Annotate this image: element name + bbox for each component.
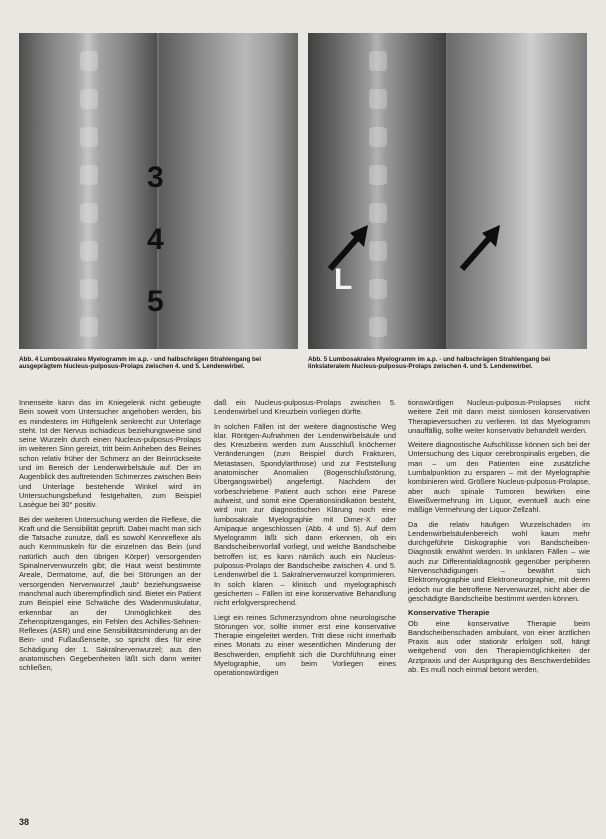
vertebra-shadow [80, 127, 98, 147]
paragraph: Liegt ein reines Schmerzsyndrom ohne neurologische Störungen vor, sollte immer erst eine konservative Therapie eingeleitet werden. Tritt diese nicht innerhalb eines Monats zu einer wesentlichen Minderung der Beschwerden, empfiehlt sich die Durchführung einer Myelographie, um beim Vorliegen eines operationswürdigen [214, 612, 396, 678]
paragraph: Innenseite kann das im Kniegelenk nicht gebeugte Bein soweit vom Untersucher angehoben werden, bis es mindestens im Hüftgelenk senkrecht zur Unterlage steht. Ist der Nervus ischiadicus beziehungsweise sind seine Wurzeln durch einen Nucleus-pulposus-Prolaps im weiteren Sinn gereizt, tritt beim Anheben des Beines schon relativ früher der Schmerz an der Beinrückseite und im Bereich der Lendenwirbelsäule auf. Der im Augenblick des auftretenden Schmerzes zwischen Bein und Unterlage bestehende Winkel wird im Untersuchungsbefund festgehalten, zum Beispiel Lasègue bei 30° positiv. [19, 398, 201, 510]
vertebra-shadow [80, 317, 98, 337]
figure-side-marker: L [334, 263, 353, 296]
vertebra-shadow [369, 165, 387, 185]
paragraph: Weitere diagnostische Aufschlüsse können sich bei der Untersuchung des Liquor cerebrospinalis ergeben, die man – um den Patienten eine zusätzliche Lumbalpunktion zu ersparen – mit der Myelographie kombinieren wird. Größere Nucleus-pulposus-Prolapse, aber auch spinale Tumoren bewirken eine Eiweißvermehrung im Liquor, eventuell auch eine mäßige Vermehrung der Liquor-Zellzahl. [408, 440, 590, 515]
text-column-1 [19, 398, 201, 678]
vertebra-shadow [80, 165, 98, 185]
myelogram-ap-view [308, 33, 446, 349]
paragraph: tionswürdigen Nucleus-pulposus-Prolapses nicht weitere Zeit mit dann meist sinnlosen konservativen Therapieversuchen zu verlieren. Ist das Myelogramm unauffällig, sollte weiter konservativ behandelt werden. [408, 398, 590, 435]
paragraph: Da die relativ häufigen Wurzelschäden im Lendenwirbelsäulenbereich wohl kaum mehr durchgeführte Diskographie von Bandscheiben-Diagnostik erwähnt werden. In unklaren Fällen – wie auch zur Differentialdiagnostik gegenüber peripheren Nervenschädigungen – bewährt sich Elektromyographie und Elektroneurographie, mit deren jedoch nur die betroffene Nervenwurzel, nicht aber die geschädigte Bandscheibe bestimmt werden können. [408, 519, 590, 603]
paragraph: Bei der weiteren Untersuchung werden die Reflexe, die Kraft und die Sensibilität geprüft. Dabei macht man sich die Tatsache zunutze, daß es sowohl Kennreflexe als auch Kennmuskeln für die einzelnen das Bein (und natürlich auch den übrigen Körper) versorgenden Spinalnervenwurzeln gibt; die Haut weist bestimmte Areale, Dermatome, auf, die bei Störungen an der versorgenden Nervenwurzel „taub“ beziehungsweise manchmal auch überempfindlich sind. Bietet ein Patient zum Beispiel eine Schwäche des Wadenmuskulatur, erkennbar an der Unmöglichkeit des Zehenspitzenganges, ein Fehlen des Achilles-Sehnen-Reflexes (ASR) und eine Sensibilitätsminderung an der Bein- und Fußaußenseite, so spricht dies für eine Schädigung der 1. Sakralnervenwurzel; aus den anatomischen Gegebenheiten läßt sich dann weiter schließen, [19, 514, 201, 673]
vertebra-shadow [369, 203, 387, 223]
figure-5-image [308, 33, 587, 349]
vertebra-label-3: 3 [147, 161, 164, 194]
text-column-2 [214, 398, 396, 683]
vertebra-shadow [80, 279, 98, 299]
vertebra-shadow [80, 89, 98, 109]
text-column-3 [408, 398, 590, 679]
vertebra-shadow [369, 89, 387, 109]
vertebra-shadow [80, 51, 98, 71]
myelogram-oblique-view [448, 33, 587, 349]
figure-4-image [19, 33, 298, 349]
myelogram-oblique-view [159, 33, 298, 349]
figure-4-caption: Abb. 4 Lumbosakrales Myelogramm im a.p. - und halbschrägen Strahlengang bei ausgeprägtem Nucleus-pulposus-Prolaps zwischen 4. und 5. Lendenwirbel. [19, 356, 262, 371]
section-heading: Konservative Therapie [408, 608, 490, 618]
figure-5-caption: Abb. 5 Lumbosakrales Myelogramm im a.p. - und halbschrägen Strahlengang bei linkslateralem Nucleus-pulposus-Prolaps zwischen 4. und 5. Lendenwirbel. [308, 356, 551, 371]
paragraph: Ob eine konservative Therapie beim Bandscheibenschaden ambulant, von einer ärztlichen Praxis aus oder stationär erfolgen soll, hängt weitgehend von den Therapiemöglichkeiten der Arztpraxis und der Ausprägung des Beschwerdebildes ab. Es muß noch einmal betont werden, [408, 618, 590, 675]
vertebra-label-4: 4 [147, 223, 164, 256]
vertebra-shadow [369, 51, 387, 71]
paragraph: daß ein Nucleus-pulposus-Prolaps zwischen 5. Lendenwirbel und Kreuzbein vorliegen dürfte. [214, 398, 396, 417]
vertebra-shadow [369, 317, 387, 337]
vertebra-shadow [80, 203, 98, 223]
vertebra-label-5: 5 [147, 285, 164, 318]
page-number: 38 [19, 817, 30, 827]
vertebra-shadow [369, 127, 387, 147]
vertebra-shadow [80, 241, 98, 261]
paragraph: In solchen Fällen ist der weitere diagnostische Weg klar. Röntgen-Aufnahmen der Lendenwirbelsäule und des Kreuzbeins werden zum Ausschluß knöcherner Veränderungen (zum Beispiel durch Frakturen, Metastasen, Spondylarthrose) und zur Feststellung anatomischer Anomalien (Bogenschlußstörung, Übergangswirbel) angefertigt. Nachdem der vorbeschriebene Patient auch schon eine Parese aufweist, und somit eine Operationsindikation besteht, wird nun zur diagnostischen Klärung noch eine lumbosakrale Myelographie mit Dimer-X oder Amipaque angeschlossen (Abb. 4 und 5). Auf dem Myelogramm läßt sich dann erkennen, ob ein Bandscheibenvorfall vorliegt, und welche Bandscheibe betroffen ist; es kann nämlich auch ein Nucleus-pulposus-Prolaps der Bandscheibe zwischen 4. und 5. Lendenwirbel die 1. Sakralnervenwurzel komprimieren. In solch klaren – klinisch und myelographisch gesicherten – Fällen ist eine konservative Behandlung nicht erfolgversprechend. [214, 421, 396, 608]
vertebra-shadow [369, 279, 387, 299]
myelogram-ap-view [19, 33, 157, 349]
arrow-icon [458, 223, 504, 273]
